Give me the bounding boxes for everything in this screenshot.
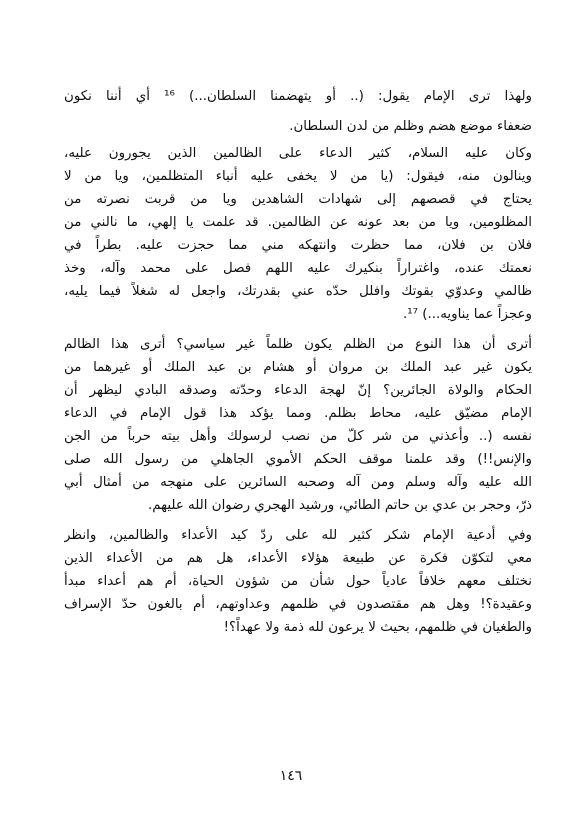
text-line: نفسه (.. وأعذني من شر كلّ من نصب لرسولك وأهل بيته حرباً من الجن xyxy=(64,429,532,444)
text-line: ظالمي وعدوّي بقوتك وافلل حدّه عني بقدرتك، واجعل له شغلاً فيما يليه، xyxy=(64,284,532,299)
text-line: ضعفاء موضع هضم وظلم من لدن السلطان. xyxy=(289,119,532,134)
text-line: والإنس!!) وقد علمنا موقف الحكم الأموي الجاهلي من رسول الله صلى xyxy=(64,452,532,467)
text-line: وعقيدة؟! وهل هم مقتصدون في ظلمهم وعداوتهم، أم بالغون حدّ الإسراف xyxy=(64,597,532,612)
text-line: المظلومين، ويا من بعد عونه عن الظالمين. قد علمت يا إلهي، ما نالني من xyxy=(64,215,532,230)
text-line: وينالون منه، فيقول: (يا من لا يخفى عليه أنباء المتظلمين، ويا من لا xyxy=(64,169,532,184)
text-line: الحكام والولاة الجائرين؟ إنّ لهجة الدعاء وحدّته وصدقه البادي ليظهر أن xyxy=(64,383,532,398)
text-line: ولهذا ترى الإمام يقول: (.. أو يتهضمنا السلطان...) ¹⁶ أي أننا نكون xyxy=(64,89,532,104)
text-line: وكان عليه السلام، كثير الدعاء على الظالمين الذين يجورون عليه، xyxy=(64,146,532,161)
text-line: ذرّ، وحجر بن عدي بن حاتم الطائي، ورشيد الهجري رضوان الله عليهم. xyxy=(148,498,532,513)
text-line: الله عليه وآله وسلم ومن آله وصحبه السائرين على منهجه من أمثال أبي xyxy=(64,475,532,490)
text-line: معي لتكوّن فكرة عن طبيعة هؤلاء الأعداء، هل هم من الأعداء الذين xyxy=(64,551,532,566)
text-line: نعمتك عنده، واغتراراً بنكيرك عليه اللهم فصل على محمد وآله، وخذ xyxy=(64,261,532,276)
page-number: ١٤٦ xyxy=(279,768,303,784)
text-line: فلان بن فلان، مما حظرت وانتهكه مني مما حجزت عليه. بطراً في xyxy=(64,238,532,253)
text-line: وعجزاً عما يناويه...) ¹⁷. xyxy=(402,307,532,322)
text-line: وفي أدعية الإمام شكر كثير لله على ردّ كيد الأعداء والظالمين، وانظر xyxy=(64,528,532,543)
text-line: والطغيان في ظلمهم، بحيث لا يرعون لله ذمة ولا عهداً؟! xyxy=(223,620,532,635)
text-line: يحتاج في قصصهم إلى شهادات الشاهدين ويا من قربت نصرته من xyxy=(64,192,532,207)
text-line: الإمام مضيّق عليه، محاط بظلم. ومما يؤكد هذا قول الإمام في الدعاء xyxy=(64,406,532,421)
text-line: أترى أن هذا النوع من الظلم يكون ظلماً غير سياسي؟ أترى هذا الظالم xyxy=(64,337,532,352)
text-line: نختلف معهم خلافاً عادياً حول شأن من شؤون الحياة، أم هم أعداء مبدأ xyxy=(64,574,532,589)
text-line: يكون غير عبد الملك بن مروان أو هشام بن عبد الملك أو غيرهما من xyxy=(64,360,532,375)
